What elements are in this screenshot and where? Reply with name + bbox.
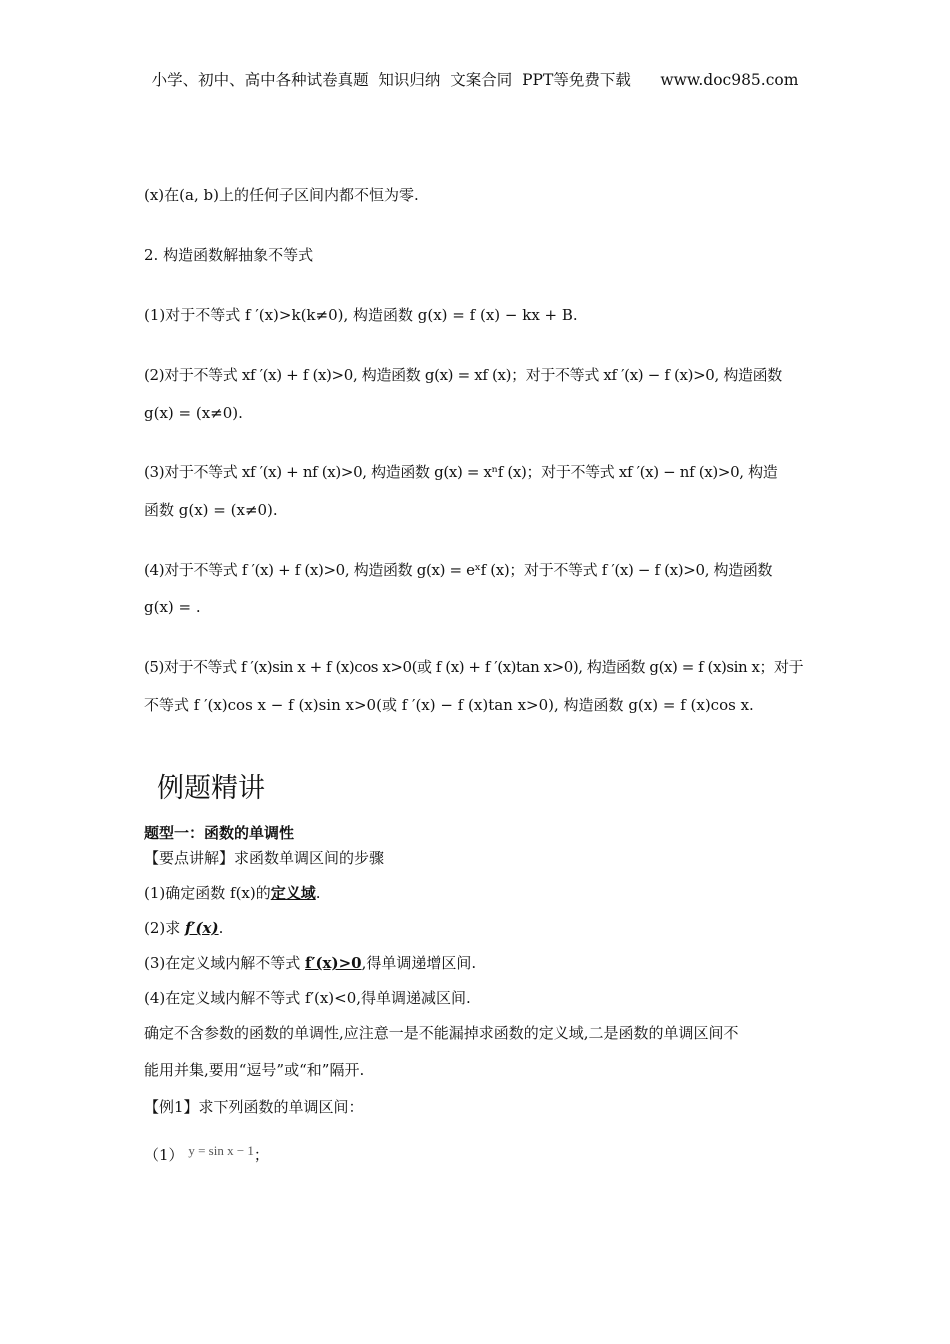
part-end: ； — [253, 1146, 269, 1164]
page-header: 小学、初中、高中各种试卷真题 知识归纳 文案合同 PPT等免费下载 www.doc985.com — [151, 71, 799, 89]
tips-title: 【要点讲解】求函数单调区间的步骤 — [144, 849, 385, 867]
step-2-suffix: . — [218, 919, 224, 937]
example-1-part-1 — [144, 1145, 809, 1166]
item-2-line-2: g(x) = (x≠0). — [144, 404, 243, 422]
step-3-emphasis: f′(x)>0 — [305, 954, 362, 972]
note-line-2: 能用并集,要用“逗号”或“和”隔开. — [144, 1061, 365, 1079]
step-3-prefix: (3)在定义域内解不等式 — [144, 954, 306, 972]
section-2-title: 2. 构造函数解抽象不等式 — [144, 246, 314, 264]
step-2-emphasis: f′(x) — [185, 919, 219, 937]
step-3 — [144, 953, 809, 973]
item-5-line-2: 不等式 f ′(x)cos x − f (x)sin x>0(或 f ′(x) − f (x)tan x>0), 构造函数 g(x) = f (x)cos x. — [144, 696, 754, 714]
step-2 — [144, 918, 809, 938]
examples-heading: 例题精讲 — [157, 773, 265, 804]
step-1-suffix: . — [315, 884, 321, 902]
item-2-line-1: (2)对于不等式 xf ′(x) + f (x)>0, 构造函数 g(x) = xf (x)；对于不等式 xf ′(x) − f (x)>0, 构造函数 — [144, 366, 782, 384]
note-line-1: 确定不含参数的函数的单调性,应注意一是不能漏掉求函数的定义域,二是函数的单调区间不 — [144, 1024, 739, 1042]
step-1 — [144, 883, 809, 903]
type-1-title: 题型一：函数的单调性 — [144, 824, 295, 842]
step-1-emphasis: 定义域 — [270, 884, 316, 902]
step-2-prefix: (2)求 — [144, 919, 186, 937]
item-3-line-1: (3)对于不等式 xf ′(x) + nf (x)>0, 构造函数 g(x) = xⁿf (x)；对于不等式 xf ′(x) − nf (x)>0, 构造 — [144, 463, 778, 481]
continuation-text: (x)在(a, b)上的任何子区间内都不恒为零. — [144, 186, 419, 204]
item-1: (1)对于不等式 f ′(x)>k(k≠0), 构造函数 g(x) = f (x) − kx + B. — [144, 306, 578, 324]
step-1-prefix: (1)确定函数 f(x)的 — [144, 884, 271, 902]
item-4-line-1: (4)对于不等式 f ′(x) + f (x)>0, 构造函数 g(x) = eˣf (x)；对于不等式 f ′(x) − f (x)>0, 构造函数 — [144, 561, 773, 579]
item-3-line-2: 函数 g(x) = (x≠0). — [144, 501, 278, 519]
equation: y = sin x − 1 — [188, 1143, 254, 1158]
example-1-title: 【例1】求下列函数的单调区间： — [144, 1098, 364, 1116]
item-5-line-1: (5)对于不等式 f ′(x)sin x + f (x)cos x>0(或 f (x) + f ′(x)tan x>0), 构造函数 g(x) = f (x)sin x；对于 — [144, 658, 804, 676]
step-4: (4)在定义域内解不等式 f′(x)<0,得单调递减区间. — [144, 989, 471, 1007]
item-4-line-2: g(x) = . — [144, 598, 201, 616]
part-number: （1） — [144, 1146, 184, 1164]
step-3-suffix: ,得单调递增区间. — [361, 954, 477, 972]
